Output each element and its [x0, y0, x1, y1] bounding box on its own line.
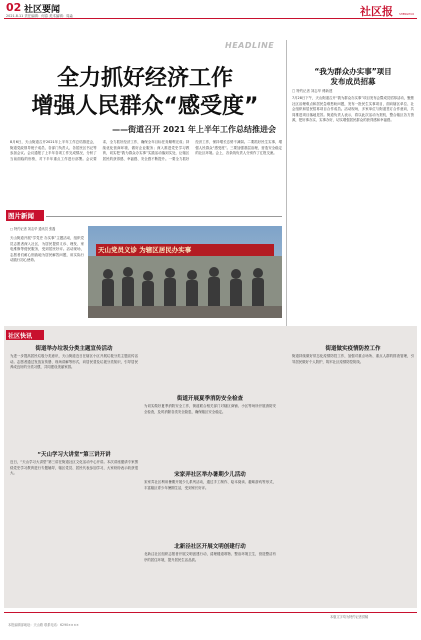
right-byline: □ 特约记者 刘志华 傅新建: [292, 89, 333, 93]
right-title-1: “我为群众办实事”项目: [314, 67, 392, 76]
page-header: [0, 0, 421, 18]
community-label: 社区快讯: [8, 333, 33, 340]
community-item-title: 宋家弄社区举办暑期少儿活动: [174, 472, 246, 478]
picture-news-body: 天山街道开展“学党史 办实事”主题活动，组织党员志愿者深入社区，为居民提供义诊、理发、家电维修等便民服务，受到居民好评。活动现场，志愿者们耐心细致地为居民解答问题，用实际行动践行初心使命。: [10, 236, 84, 263]
community-item-body: 为进一步提高居民垃圾分类意识，天山街道近日在辖区小区开展垃圾分类主题宣传活动。志愿者通过发放宣传册、现场讲解等形式，向居民普及垃圾分类知识，引导居民养成良好的分类习惯，共同建设美丽家园。: [10, 354, 138, 370]
right-title-2: 发布成员招募: [330, 77, 376, 86]
community-item-title: 街道做实疫情防控工作: [325, 346, 381, 352]
header-info: 2021.8.11 责任编辑：何春 美术编辑：周淼: [6, 14, 73, 18]
community-item-body: 为切实做好夏季消防安全工作，街道联合相关部门对辖区商铺、小区等场所开展消防安全检查，及时消除各类安全隐患，确保辖区安全稳定。: [144, 404, 276, 414]
community-item-title: 北新泾社区开展文明创建行动: [174, 544, 246, 550]
photo-image: [88, 226, 282, 318]
right-body: 7月28日下午，天山街道召开“我为群众办实事”项目发布会暨成员招募活动，聚焦社区治理难点和居民急难愁盼问题，发布一批民生实事项目，面向辖区单位、社会组织和居民招募项目合作成员。活动现场，多家单位与街道签订合作意向，共同推进项目落地见效。街道负责人表示，将以此次活动为契机，整合辖区各方资源，把好事办实、实事办好，切实增强居民群众的获得感和幸福感。: [292, 96, 414, 123]
logo-mark: SHENGHUO: [399, 13, 415, 16]
lead-title-1: 全力抓好经济工作: [56, 66, 233, 91]
community-item-title: 街道开展夏季消防安全检查: [176, 396, 243, 402]
page-number: 02: [6, 1, 22, 14]
community-item-body: 近日，“天山学习大讲堂”第三讲在街道社区文化活动中心开讲。本次讲座邀请专家围绕党史学习教育进行专题辅导，辖区党员、居民代表参加学习，大家纷纷表示收获很大。: [10, 460, 138, 476]
news-photo: [88, 226, 282, 318]
photo-banner: 天山党员义诊 为辖区居民办实事: [98, 246, 192, 254]
picture-news-byline: □ 特约记者 刘志华 通讯员 张磊: [10, 227, 56, 231]
community-item-title: “天山学习大讲堂”第三讲开讲: [37, 452, 111, 458]
community-item-body: 宋家弄社区利用暑期开展少儿系列活动，通过手工制作、绘本阅读、趣味游戏等形式，丰富辖区青少年暑期生活，受到家长好评。: [144, 480, 276, 490]
lead-subtitle: ——街道召开 2021 年上半年工作总结推进会: [112, 125, 276, 134]
picture-news-label: 图片新闻: [8, 212, 34, 220]
community-item-title: 街道举办垃圾分类主题宣传活动: [35, 346, 113, 352]
header-rule: [4, 18, 417, 19]
community-item-body: 街道持续做好常态化疫情防控工作，加强对重点场所、重点人群的排查管理，引导居民做好个人防护，筑牢社区疫情防控防线。: [292, 354, 414, 364]
footer-rule: [4, 612, 417, 613]
section-name: 社区要闻: [24, 5, 61, 15]
logo-text: 社区报: [360, 5, 393, 18]
community-item-body: 北新泾社区组织志愿者开展文明创建行动，清理楼道堆物、整治环境卫生，营造整洁有序的居住环境，提升居民生活品质。: [144, 552, 276, 562]
lead-title-2: 增强人民群众“感受度”: [31, 94, 259, 119]
paper-logo: [360, 0, 418, 18]
lead-body: 8月6日，天山街道召开2021年上半年工作总结推进会，街道党政领导班子成员、各部门负责人、各居民区书记等参加会议。会议通报了上半年各项工作完成情况，分析了当前面临的形势，对下半年重点工作进行部署。会议要求，全力抓好经济工作，确保全年目标任务顺利完成；持续优化营商环境，做好企业服务；深入推进党史学习教育，切实把“我为群众办实事”实践活动落到实处，让辖区居民的获得感、幸福感、安全感不断提升。一要全力抓好经济工作，保持增长态势不减弱。二要抓好民生实事，增强人民群众“感受度”。三要加强基层治理，营造安全稳定的社区环境。会上，各条线负责人分别作了汇报交流。: [10, 140, 282, 161]
footer-ad: 本报编辑部地址：天山路 联系电话：6290××××: [8, 623, 79, 627]
picture-news-rule: [46, 216, 282, 217]
footer-note: 本版文字均为特约记者供稿: [330, 615, 369, 619]
headline-tag: HEADLINE: [225, 41, 275, 50]
